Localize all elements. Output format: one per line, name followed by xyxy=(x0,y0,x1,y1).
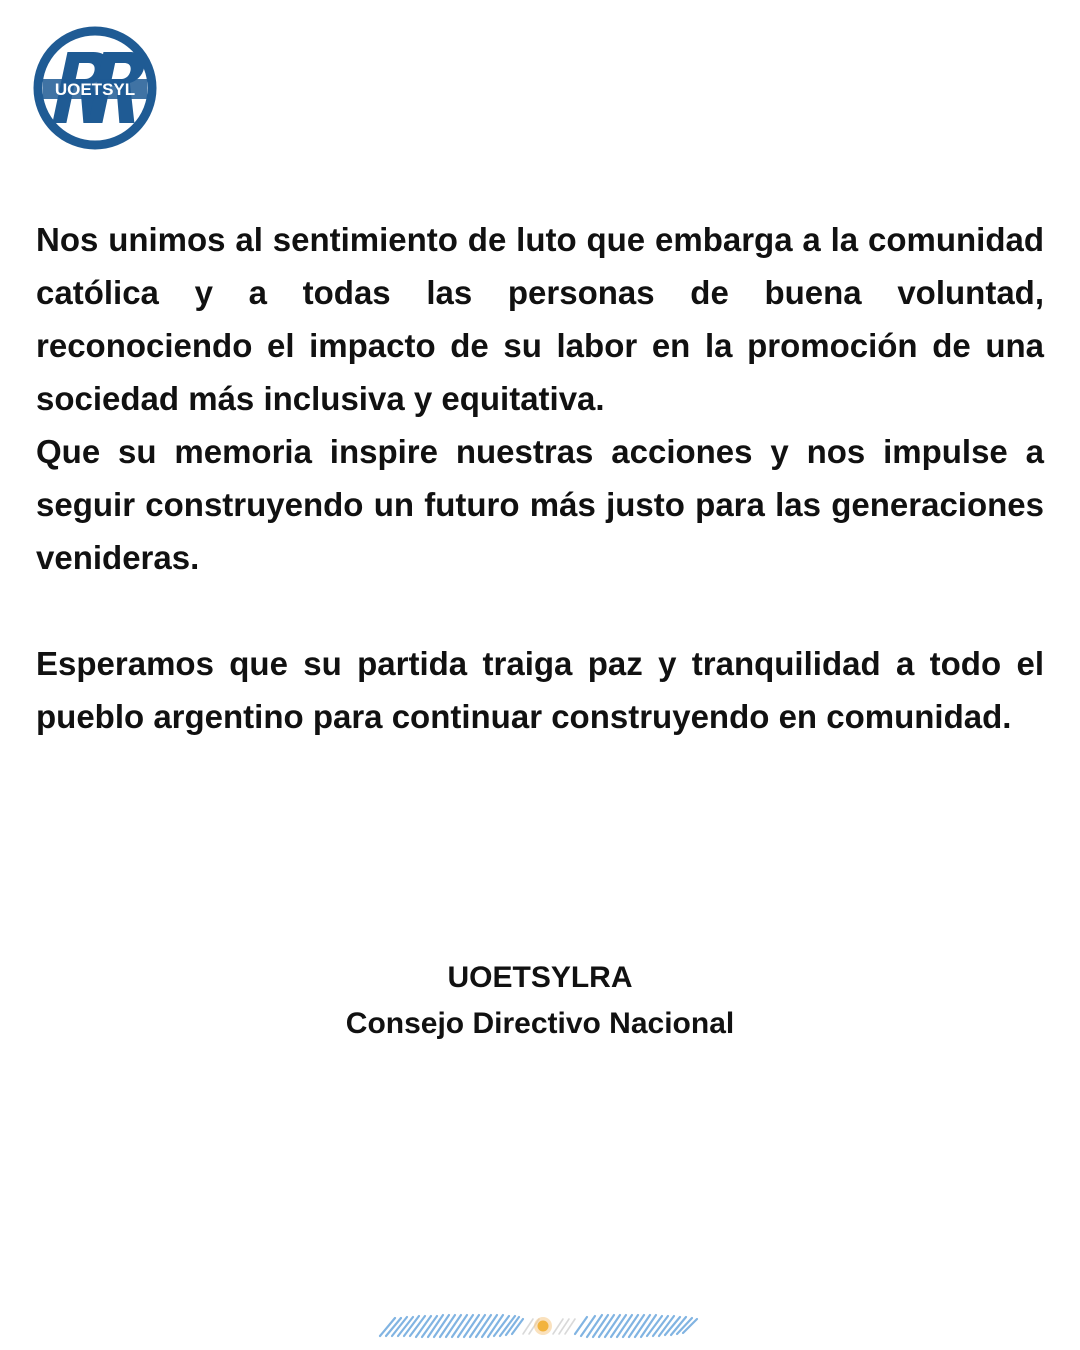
statement-text xyxy=(36,213,1044,743)
uoetsyl-logo-icon xyxy=(33,26,157,150)
statement-paragraph-1: Nos unimos al sentimiento de luto que embarga a la comunidad católica y a todas las personas de buena voluntad, reconociendo el impacto de su labor en la promoción de una sociedad más inclusiva y equitativa. xyxy=(36,221,1044,417)
signature-organization: UOETSYLRA xyxy=(447,961,633,994)
argentina-flag-brushstroke-icon xyxy=(375,1306,705,1346)
signature-body: Consejo Directivo Nacional xyxy=(345,1007,735,1040)
statement-paragraph-2: Que su memoria inspire nuestras acciones y nos impulse a seguir construyendo un futuro más justo para las generaciones venideras. xyxy=(36,433,1044,576)
signature-block xyxy=(0,955,1080,1047)
statement-paragraph-3: Esperamos que su partida traiga paz y tranquilidad a todo el pueblo argentino para continuar construyendo en comunidad. xyxy=(36,645,1044,735)
logo-lettering: UOETSYL xyxy=(54,80,136,99)
